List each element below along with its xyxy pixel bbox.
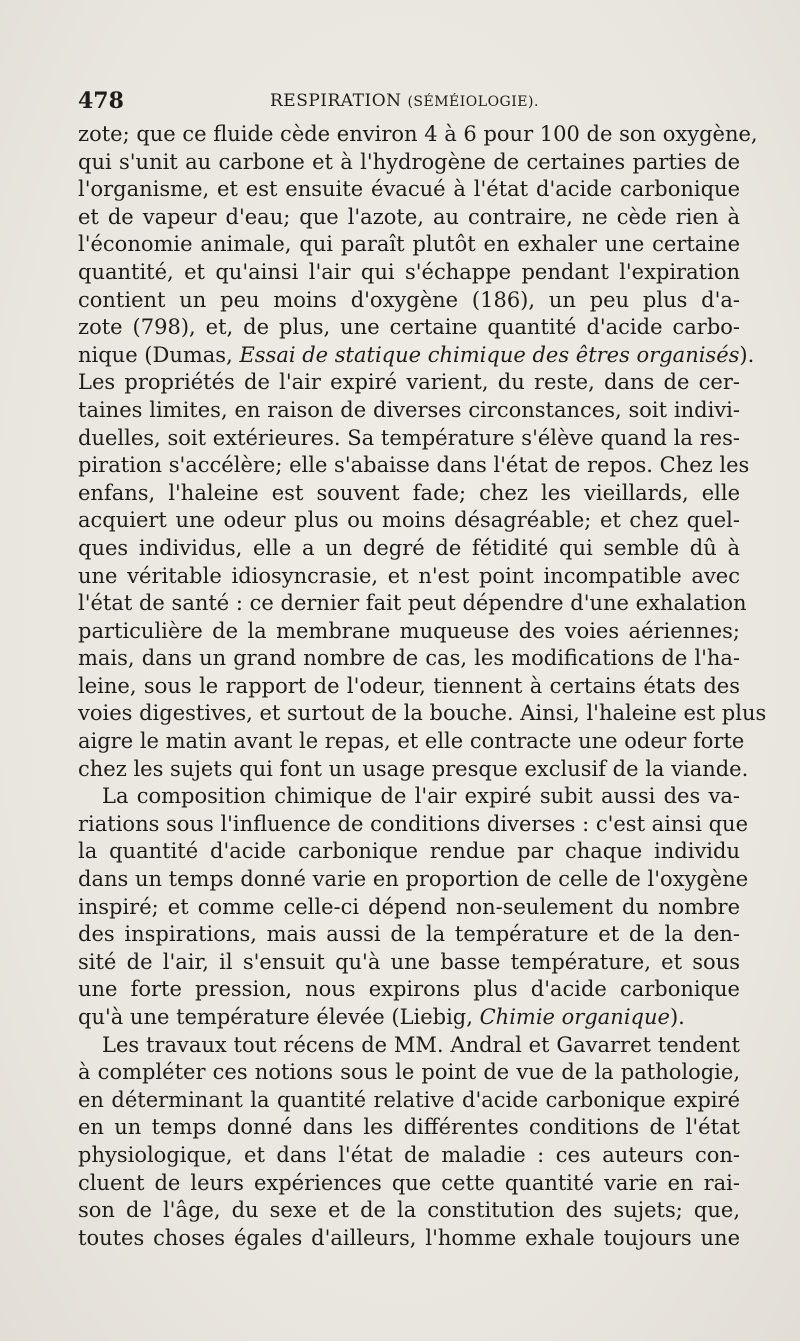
text-line: son de l'âge, du sexe et de la constitution des sujets; que, <box>78 1198 740 1223</box>
text-line: chez les sujets qui font un usage presque exclusif de la viande. <box>78 756 749 781</box>
text-segment: nique (Dumas, <box>78 342 240 367</box>
text-line: à compléter ces notions sous le point de vue de la pathologie, <box>78 1060 740 1085</box>
body-text <box>78 121 767 1252</box>
running-head <box>270 86 539 117</box>
page-number: 478 <box>78 88 124 114</box>
text-segment: qu'à une température élevée (Liebig, <box>78 1005 480 1029</box>
text-line: enfans, l'haleine est souvent fade; chez les vieillards, elle <box>78 480 740 505</box>
text-line: La composition chimique de l'air expiré subit aussi des va- <box>102 784 740 809</box>
italic-title: Chimie organique <box>479 1005 670 1029</box>
text-line: et de vapeur d'eau; que l'azote, au contraire, ne cède rien à <box>78 204 740 229</box>
text-line: aigre le matin avant le repas, et elle contracte une odeur forte <box>78 729 745 754</box>
text-line: en un temps donné dans les différentes conditions de l'état <box>78 1115 740 1140</box>
running-head-title: RESPIRATION <box>270 91 402 111</box>
text-line: la quantité d'acide carbonique rendue par chaque individu <box>78 839 740 864</box>
text-line: une véritable idiosyncrasie, et n'est point incompatible avec <box>78 563 740 588</box>
text-line: particulière de la membrane muqueuse des voies aériennes; <box>78 618 740 643</box>
text-line: taines limites, en raison de diverses circonstances, soit indivi- <box>78 397 740 422</box>
text-line: qui s'unit au carbone et à l'hydrogène de certaines parties de <box>78 149 740 174</box>
text-line <box>78 1004 740 1032</box>
text-line: dans un temps donné varie en proportion de celle de l'oxygène <box>78 867 749 892</box>
text-line: duelles, soit extérieures. Sa température s'élève quand la res- <box>78 425 740 450</box>
page-header <box>78 86 740 116</box>
text-line <box>78 342 755 370</box>
text-line: Les propriétés de l'air expiré varient, du reste, dans de cer- <box>78 370 740 395</box>
text-line: zote; que ce fluide cède environ 4 à 6 pour 100 de son oxygène, <box>78 122 758 146</box>
text-line: mais, dans un grand nombre de cas, les modifications de l'ha- <box>78 646 740 671</box>
text-segment: ). <box>739 342 755 367</box>
text-line: voies digestives, et surtout de la bouche. Ainsi, l'haleine est plus <box>78 701 767 726</box>
text-line: piration s'accélère; elle s'abaisse dans l'état de repos. Chez les <box>78 453 750 478</box>
text-line: acquiert une odeur plus ou moins désagréable; et chez quel- <box>78 508 740 533</box>
text-line: toutes choses égales d'ailleurs, l'homme exhale toujours une <box>78 1225 740 1250</box>
text-line: inspiré; et comme celle-ci dépend non-seulement du nombre <box>78 894 740 919</box>
running-head-subtitle: (SÉMÉIOLOGIE). <box>407 94 539 110</box>
text-line: contient un peu moins d'oxygène (186), un peu plus d'a- <box>78 287 740 312</box>
text-line: riations sous l'influence de conditions diverses : c'est ainsi que <box>78 811 749 836</box>
text-line: cluent de leurs expériences que cette quantité varie en rai- <box>78 1170 740 1195</box>
text-line: leine, sous le rapport de l'odeur, tiennent à certains états des <box>78 673 740 698</box>
text-line: l'économie animale, qui paraît plutôt en exhaler une certaine <box>78 232 740 257</box>
text-line: zote (798), et, de plus, une certaine quantité d'acide carbo- <box>78 315 740 340</box>
text-segment: ). <box>669 1005 685 1029</box>
italic-title: Essai de statique chimique des êtres organisés <box>239 342 740 367</box>
text-line: l'état de santé : ce dernier fait peut dépendre d'une exhalation <box>78 591 747 616</box>
text-line: ques individus, elle a un degré de fétidité qui semble dû à <box>78 535 740 560</box>
text-line: l'organisme, et est ensuite évacué à l'état d'acide carbonique <box>78 177 740 202</box>
text-line: Les travaux tout récens de MM. Andral et Gavarret tendent <box>102 1032 740 1057</box>
text-line: sité de l'air, il s'ensuit qu'à une basse température, et sous <box>78 949 740 974</box>
text-line: des inspirations, mais aussi de la température et de la den- <box>78 922 740 947</box>
text-line: physiologique, et dans l'état de maladie : ces auteurs con- <box>78 1142 740 1167</box>
text-line: quantité, et qu'ainsi l'air qui s'échappe pendant l'expiration <box>78 259 740 284</box>
text-line: en déterminant la quantité relative d'acide carbonique expiré <box>78 1087 740 1112</box>
text-line: une forte pression, nous expirons plus d'acide carbonique <box>78 977 740 1002</box>
